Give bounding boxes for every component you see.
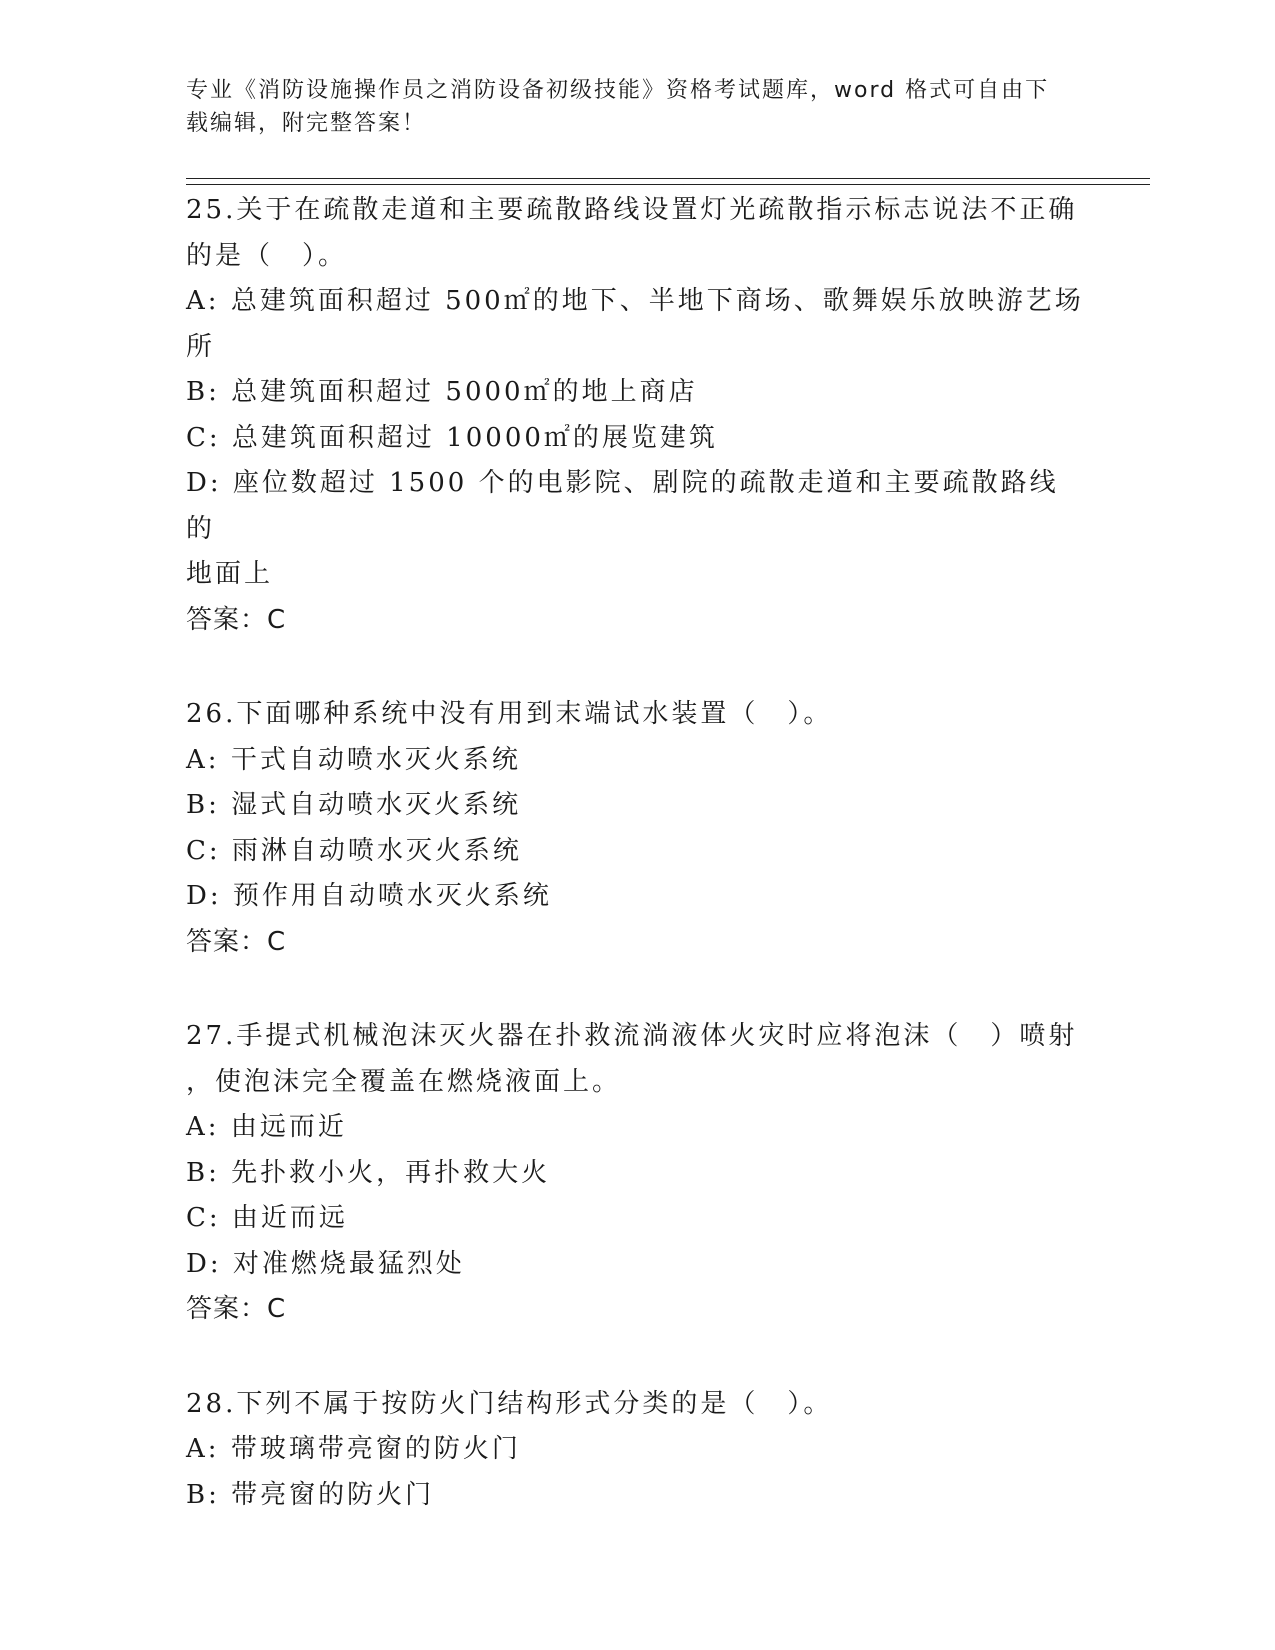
- option-line: [186, 279, 1086, 325]
- option-label: D:: [186, 468, 233, 498]
- option-line: [186, 416, 1086, 462]
- option-label: B:: [186, 377, 232, 407]
- option-label: B:: [186, 1479, 232, 1510]
- option-label: D:: [186, 1248, 233, 1279]
- option-label: C:: [186, 1203, 232, 1233]
- header-line-1: 专业《消防设施操作员之消防设备初级技能》资格考试题库，word 格式可自由下: [186, 78, 1050, 103]
- question-stem-line: 的是（ ）。: [186, 240, 348, 271]
- option-text: 地面上: [186, 559, 274, 589]
- question-block: [186, 692, 1086, 965]
- option-text: 总建筑面积超过 500㎡的地下、半地下商场、歌舞娱乐放映游艺场: [230, 286, 1084, 316]
- option-label: B:: [186, 790, 232, 820]
- option-text: 所: [186, 331, 216, 362]
- question-block: [186, 188, 1086, 643]
- question-stem-line: 28.下列不属于按防火门结构形式分类的是（ ）。: [186, 1388, 833, 1419]
- option-label: C:: [186, 835, 232, 866]
- question-stem-line: 25.关于在疏散走道和主要疏散路线设置灯光疏散指示标志说法不正确: [186, 195, 1078, 225]
- option-text: 总建筑面积超过 5000㎡的地上商店: [231, 377, 698, 407]
- option-text: 座位数超过 1500 个的电影院、剧院的疏散走道和主要疏散路线的: [186, 468, 1059, 544]
- document-header: [186, 74, 1066, 140]
- option-text: 雨淋自动喷水灭火系统: [231, 835, 522, 866]
- option-line: [186, 1242, 1086, 1288]
- option-line: [186, 1105, 1086, 1151]
- option-text: 干式自动喷水灭火系统: [230, 744, 521, 775]
- option-text: 湿式自动喷水灭火系统: [231, 790, 522, 820]
- option-line: [186, 370, 1086, 416]
- answer-line: 答案：C: [186, 926, 287, 957]
- header-divider-bottom: [186, 184, 1150, 185]
- option-line: [186, 1196, 1086, 1242]
- option-text: 由近而远: [231, 1203, 348, 1233]
- option-line: [186, 552, 1086, 598]
- question-stem-line: ，使泡沫完全覆盖在燃烧液面上。: [186, 1066, 622, 1097]
- question-stem-line: 26.下面哪种系统中没有用到末端试水装置（ ）。: [186, 699, 833, 729]
- option-line: [186, 1151, 1086, 1197]
- question-stem-line: 27.手提式机械泡沫灭火器在扑救流淌液体火灾时应将泡沫（ ）喷射: [186, 1021, 1078, 1051]
- option-line: [186, 783, 1086, 829]
- option-text: 带亮窗的防火门: [231, 1479, 435, 1510]
- option-text: 总建筑面积超过 10000㎡的展览建筑: [231, 422, 718, 453]
- option-label: A:: [186, 286, 231, 316]
- answer-line: 答案：C: [186, 1294, 287, 1324]
- option-line: [186, 874, 1086, 920]
- question-block: [186, 1014, 1086, 1333]
- option-label: A:: [186, 1434, 231, 1464]
- option-line: [186, 829, 1086, 875]
- option-label: C:: [186, 422, 232, 453]
- option-label: A:: [186, 1112, 231, 1142]
- option-line: [186, 1427, 1086, 1473]
- option-label: D:: [186, 881, 233, 911]
- option-line: [186, 738, 1086, 784]
- option-text: 预作用自动喷水灭火系统: [232, 881, 552, 911]
- question-list: [186, 188, 1086, 1567]
- question-block: [186, 1382, 1086, 1519]
- option-text: 由远而近: [230, 1112, 347, 1142]
- option-label: A:: [186, 744, 231, 775]
- header-divider-top: [186, 178, 1150, 179]
- option-label: B:: [186, 1157, 232, 1188]
- option-line: [186, 461, 1086, 552]
- option-line: [186, 325, 1086, 371]
- answer-line: 答案：C: [186, 604, 287, 635]
- option-text: 先扑救小火，再扑救大火: [231, 1157, 551, 1188]
- option-text: 对准燃烧最猛烈处: [232, 1248, 465, 1279]
- header-line-2: 载编辑，附完整答案！: [186, 111, 427, 136]
- option-text: 带玻璃带亮窗的防火门: [230, 1434, 521, 1464]
- option-line: [186, 1473, 1086, 1519]
